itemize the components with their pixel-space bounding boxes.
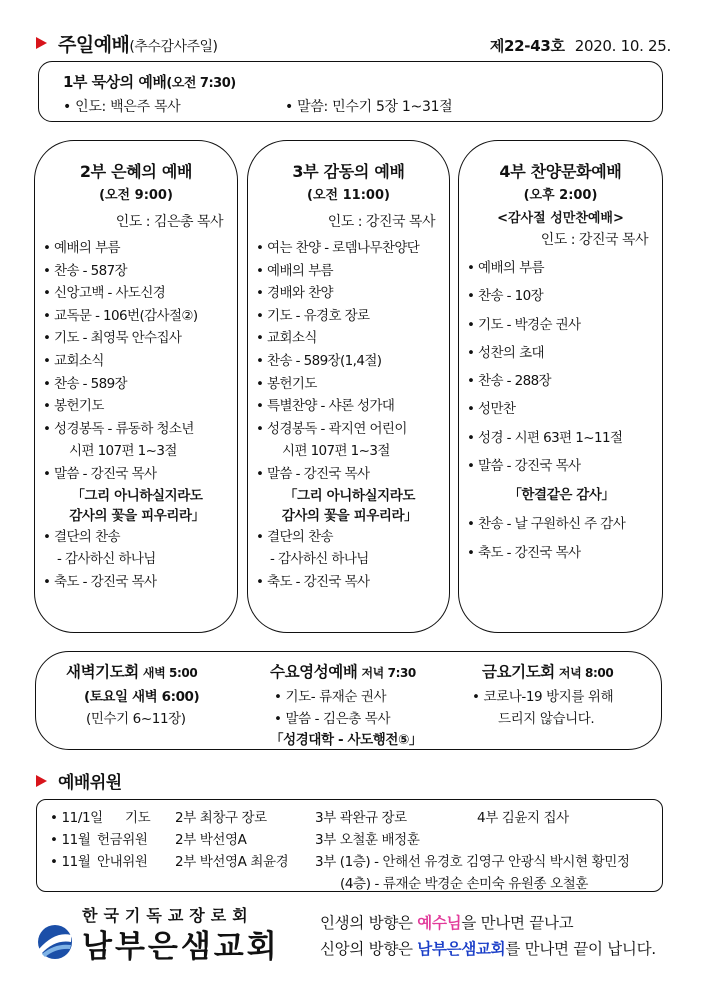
section-arrow-icon bbox=[36, 775, 47, 787]
committee-member: 4부 김윤지 집사 bbox=[477, 810, 569, 826]
committee-member: 2부 박선영A bbox=[175, 832, 247, 848]
list-item: • 성찬의 초대 bbox=[467, 344, 544, 361]
service2-title: 2부 은혜의 예배 bbox=[79, 162, 193, 181]
service4-box bbox=[458, 140, 663, 633]
church-highlight: 남부은샘교회 bbox=[417, 940, 506, 958]
list-item: • 결단의 찬송 bbox=[256, 528, 333, 545]
list-item: • 찬송 - 589장(1,4절) bbox=[256, 352, 382, 369]
committee-member: 3부 곽완규 장로 bbox=[315, 810, 407, 826]
list-item: • 기도 - 최영묵 안수집사 bbox=[43, 330, 182, 347]
sermon-title: 감사의 꽃을 피우리라」 bbox=[69, 507, 205, 524]
sermon-title: 감사의 꽃을 피우리라」 bbox=[281, 507, 418, 524]
wednesday-time: 저녁 7:30 bbox=[361, 666, 416, 680]
list-item: • 기도 - 박경순 권사 bbox=[467, 316, 581, 333]
list-item: • 성경봉독 - 곽지연 어린이 bbox=[256, 420, 407, 437]
committee-member: 3부 (1층) - 안해선 유경호 김영구 안광식 박시현 황민정 bbox=[315, 854, 630, 870]
committee-role: 기도 bbox=[125, 810, 151, 826]
committee-member: 2부 박선영A 최윤경 bbox=[175, 854, 289, 870]
list-item: • 축도 - 강진국 목사 bbox=[256, 573, 370, 590]
denomination-name: 한국기독교장로회 bbox=[82, 906, 254, 925]
list-item: • 축도 - 강진국 목사 bbox=[467, 544, 581, 561]
service3-order bbox=[256, 237, 443, 593]
list-item: • 찬송 - 10장 bbox=[467, 288, 544, 305]
committee-title: 예배위원 bbox=[58, 773, 122, 793]
service2-box bbox=[34, 140, 238, 633]
title-text: 주일예배 bbox=[58, 34, 130, 56]
list-item: • 찬송 - 587장 bbox=[43, 262, 127, 279]
service4-leader: 인도 : 강진국 목사 bbox=[540, 232, 648, 248]
committee-member: 2부 최창구 장로 bbox=[175, 810, 267, 826]
list-item: • 찬송 - 589장 bbox=[43, 375, 127, 392]
service4-order bbox=[467, 254, 656, 567]
list-item: • 봉헌기도 bbox=[43, 398, 104, 415]
list-item: • 찬송 - 288장 bbox=[467, 373, 551, 390]
sermon-title: 「그리 아니하실지라도 bbox=[71, 487, 203, 504]
dawn-prayer-title: 새벽기도회 새벽 5:00 bbox=[66, 663, 198, 681]
committee-member: (4층) - 류재순 박경순 손미숙 유원종 오철훈 bbox=[340, 876, 588, 892]
service1-title: 1부 묵상의 예배(오전 7:30) bbox=[63, 73, 236, 91]
title-subtitle: (추수감사주일) bbox=[129, 39, 218, 55]
committee-member: 3부 오철훈 배정훈 bbox=[315, 832, 420, 848]
weekday-services-box bbox=[35, 651, 662, 750]
list-item: 시편 107편 1~3절 bbox=[69, 443, 177, 460]
church-logo-icon bbox=[36, 923, 74, 961]
service3-leader: 인도 : 강진국 목사 bbox=[327, 214, 435, 230]
list-item: • 말씀 - 강진국 목사 bbox=[467, 458, 581, 475]
list-item: • 성경 - 시편 63편 1~11절 bbox=[467, 429, 623, 446]
list-item: • 경배와 찬양 bbox=[256, 285, 333, 302]
list-item: - 감사하신 하나님 bbox=[57, 551, 156, 568]
service1-time: (오전 7:30) bbox=[166, 76, 236, 91]
list-item: 시편 107편 1~3절 bbox=[282, 443, 390, 460]
list-item: • 예배의 부름 bbox=[467, 260, 544, 276]
list-item: • 예배의 부름 bbox=[43, 240, 120, 256]
dawn-prayer-time: 새벽 5:00 bbox=[142, 666, 198, 680]
list-item: • 여는 찬양 - 로뎀나무찬양단 bbox=[256, 240, 420, 256]
list-item: • 결단의 찬송 bbox=[43, 528, 120, 545]
wednesday-prayer: • 기도- 류재순 권사 bbox=[274, 689, 387, 705]
friday-note-2: 드리지 않습니다. bbox=[498, 711, 595, 727]
service2-order bbox=[43, 237, 231, 593]
service3-title: 3부 감동의 예배 bbox=[292, 162, 405, 181]
list-item: • 성경봉독 - 류동하 청소년 bbox=[43, 420, 194, 437]
list-item: • 특별찬양 - 샤론 성가대 bbox=[256, 398, 395, 415]
dawn-saturday-time: (토요일 새벽 6:00) bbox=[84, 689, 200, 705]
service2-leader: 인도 : 김은총 목사 bbox=[115, 214, 223, 230]
list-item: • 신앙고백 - 사도신경 bbox=[43, 285, 166, 302]
service1-leader: • 인도: 백은주 목사 bbox=[63, 99, 181, 115]
issue-info bbox=[490, 35, 671, 56]
wednesday-series: 「성경대학 - 사도행전⑤」 bbox=[270, 732, 423, 748]
committee-date: • 11/1일 bbox=[50, 810, 103, 826]
list-item: • 교회소식 bbox=[43, 352, 104, 369]
issue-date: 2020. 10. 25. bbox=[574, 37, 671, 55]
sermon-title: 「그리 아니하실지라도 bbox=[283, 487, 416, 504]
list-item: • 교독문 - 106번(감사절②) bbox=[43, 307, 198, 324]
jesus-highlight: 예수님 bbox=[417, 914, 462, 932]
list-item: • 말씀 - 강진국 목사 bbox=[43, 465, 157, 482]
list-item: • 교회소식 bbox=[256, 330, 317, 347]
service3-time: (오전 11:00) bbox=[307, 188, 390, 203]
service3-box bbox=[247, 140, 450, 633]
section-arrow-icon bbox=[36, 37, 47, 49]
committee-date: • 11월 bbox=[50, 854, 91, 870]
committee-role: 헌금위원 bbox=[97, 832, 148, 848]
service1-sermon: • 말씀: 민수기 5장 1~31절 bbox=[285, 99, 453, 115]
list-item: • 성만찬 bbox=[467, 401, 516, 418]
list-item: • 찬송 - 날 구원하신 주 감사 bbox=[467, 516, 626, 533]
page-title bbox=[58, 30, 218, 57]
committee-box bbox=[36, 799, 663, 892]
service2-time: (오전 9:00) bbox=[99, 188, 173, 203]
slogan-line-1: 인생의 방향은 예수님을 만나면 끝나고 bbox=[320, 914, 574, 932]
list-item: • 축도 - 강진국 목사 bbox=[43, 573, 157, 590]
friday-title: 금요기도회 저녁 8:00 bbox=[482, 663, 614, 681]
list-item: • 예배의 부름 bbox=[256, 262, 333, 279]
committee-date: • 11월 bbox=[50, 832, 91, 848]
friday-time: 저녁 8:00 bbox=[558, 666, 614, 680]
church-name: 남부은샘교회 bbox=[82, 929, 280, 965]
sermon-title: 「한결같은 감사」 bbox=[508, 487, 615, 504]
friday-note: • 코로나-19 방지를 위해 bbox=[472, 689, 614, 705]
wednesday-title: 수요영성예배 저녁 7:30 bbox=[270, 663, 416, 681]
service4-subtitle: <감사절 성만찬예배> bbox=[497, 211, 624, 226]
service4-title: 4부 찬양문화예배 bbox=[499, 162, 622, 181]
list-item: - 감사하신 하나님 bbox=[270, 551, 369, 568]
list-item: • 봉헌기도 bbox=[256, 375, 317, 392]
slogan-line-2: 신앙의 방향은 남부은샘교회를 만나면 끝이 납니다. bbox=[320, 940, 656, 958]
list-item: • 기도 - 유경호 장로 bbox=[256, 307, 370, 324]
service1-box bbox=[38, 61, 663, 122]
service4-time: (오후 2:00) bbox=[523, 188, 598, 203]
dawn-scripture: (민수기 6~11장) bbox=[86, 711, 186, 727]
list-item: • 말씀 - 강진국 목사 bbox=[256, 465, 370, 482]
committee-role: 안내위원 bbox=[97, 854, 148, 870]
issue-number: 제22-43호 bbox=[489, 37, 565, 55]
wednesday-sermon: • 말씀 - 김은총 목사 bbox=[274, 711, 391, 727]
